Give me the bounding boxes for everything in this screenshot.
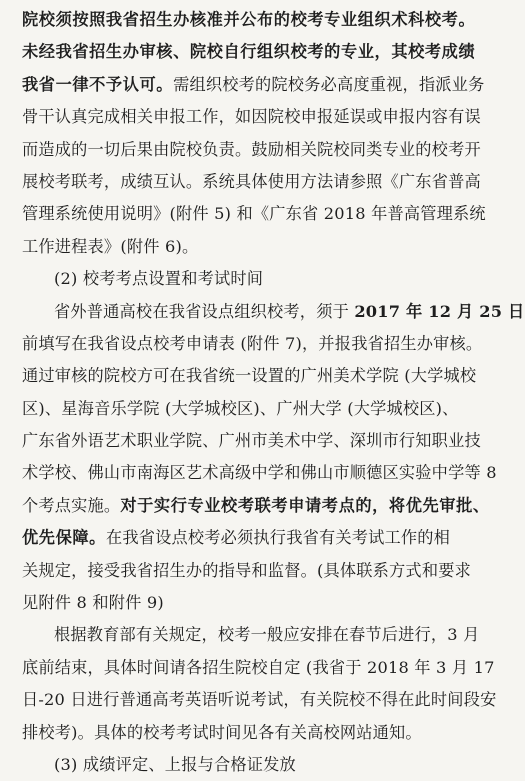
text-line	[22, 296, 525, 328]
text-segment: 广东省外语艺术职业学院、广州市美术中学、深圳市行知职业技	[22, 431, 481, 451]
text-line	[22, 360, 507, 392]
text-line	[22, 4, 507, 36]
text-line	[22, 101, 507, 133]
text-segment: 在我省设点校考必须执行我省有关考试工作的相	[105, 528, 451, 548]
text-segment: 底前结束，具体时间请各招生院校自定 (我省于 2018 年 3 月 17	[22, 657, 495, 677]
text-segment: 术学校、佛山市南海区艺术高级中学和佛山市顺德区实验中学等 8	[22, 463, 497, 483]
text-line	[22, 134, 507, 166]
text-segment: 根据教育部有关规定，校考一般应安排在春节后进行，3 月	[54, 625, 480, 645]
text-segment: 见附件 8 和附件 9)	[22, 593, 164, 613]
text-segment: 前填写在我省设点校考申请表 (附件 7)，并报我省招生办审核。	[22, 333, 483, 353]
text-line	[22, 166, 507, 198]
text-segment: 工作进程表》(附件 6)。	[22, 236, 199, 256]
text-line	[22, 198, 507, 230]
text-segment: 管理系统使用说明》(附件 5) 和《广东省 2018 年普高管理系统	[22, 204, 486, 224]
bold-text-segment: 未经我省招生办审核、院校自行组织校考的专业，其校考成绩	[22, 42, 476, 62]
text-line	[22, 619, 507, 651]
text-line	[22, 328, 507, 360]
text-line	[22, 69, 507, 101]
bold-text-segment: 2017 年 12 月 25 日	[354, 301, 525, 321]
text-line	[22, 555, 507, 587]
text-line	[22, 684, 507, 716]
text-segment: 日-20 日进行普通高考英语听说考试，有关院校不得在此时间段安	[22, 690, 497, 710]
text-line	[22, 393, 507, 425]
text-segment: 展校考联考，成绩互认。系统具体使用方法请参照《广东省普高	[22, 171, 481, 191]
text-segment: 省外普通高校在我省设点组织校考，须于	[54, 301, 355, 321]
text-line	[22, 490, 507, 522]
text-line	[22, 717, 507, 749]
bold-text-segment: 院校须按照我省招生办核准并公布的校考专业组织术科校考。	[22, 10, 476, 29]
bold-text-segment: 我省一律不予认可。	[22, 74, 174, 94]
text-segment: 通过审核的院校方可在我省统一设置的广州美术学院 (大学城校	[22, 366, 477, 386]
text-segment: 关规定，接受我省招生办的指导和监督。(具体联系方式和要求	[22, 560, 471, 580]
text-line	[22, 587, 507, 619]
text-line	[22, 749, 507, 781]
text-line	[22, 522, 507, 554]
text-segment: 骨干认真完成相关申报工作，如因院校申报延误或申报内容有误	[22, 107, 481, 127]
text-segment: 而造成的一切后果由院校负责。鼓励相关院校同类专业的校考开	[22, 139, 481, 159]
text-segment: (3) 成绩评定、上报与合格证发放	[54, 754, 296, 774]
text-line	[22, 231, 507, 263]
text-segment: (2) 校考考点设置和考试时间	[54, 269, 264, 289]
text-segment: 排校考)。具体的校考考试时间见各有关高校网站通知。	[22, 722, 422, 742]
bold-text-segment: 对于实行专业校考联考申请考点的，将优先审批、	[120, 495, 490, 515]
text-line	[22, 457, 507, 489]
bold-text-segment: 优先保障。	[22, 528, 106, 548]
text-segment: 区)、星海音乐学院 (大学城校区)、广州大学 (大学城校区)、	[22, 398, 459, 418]
text-line	[22, 652, 507, 684]
text-line	[22, 425, 507, 457]
text-line	[22, 36, 507, 68]
text-segment: 个考点实施。	[22, 495, 121, 515]
text-line	[22, 263, 507, 295]
text-segment: 需组织校考的院校务必高度重视，指派业务	[173, 74, 485, 94]
